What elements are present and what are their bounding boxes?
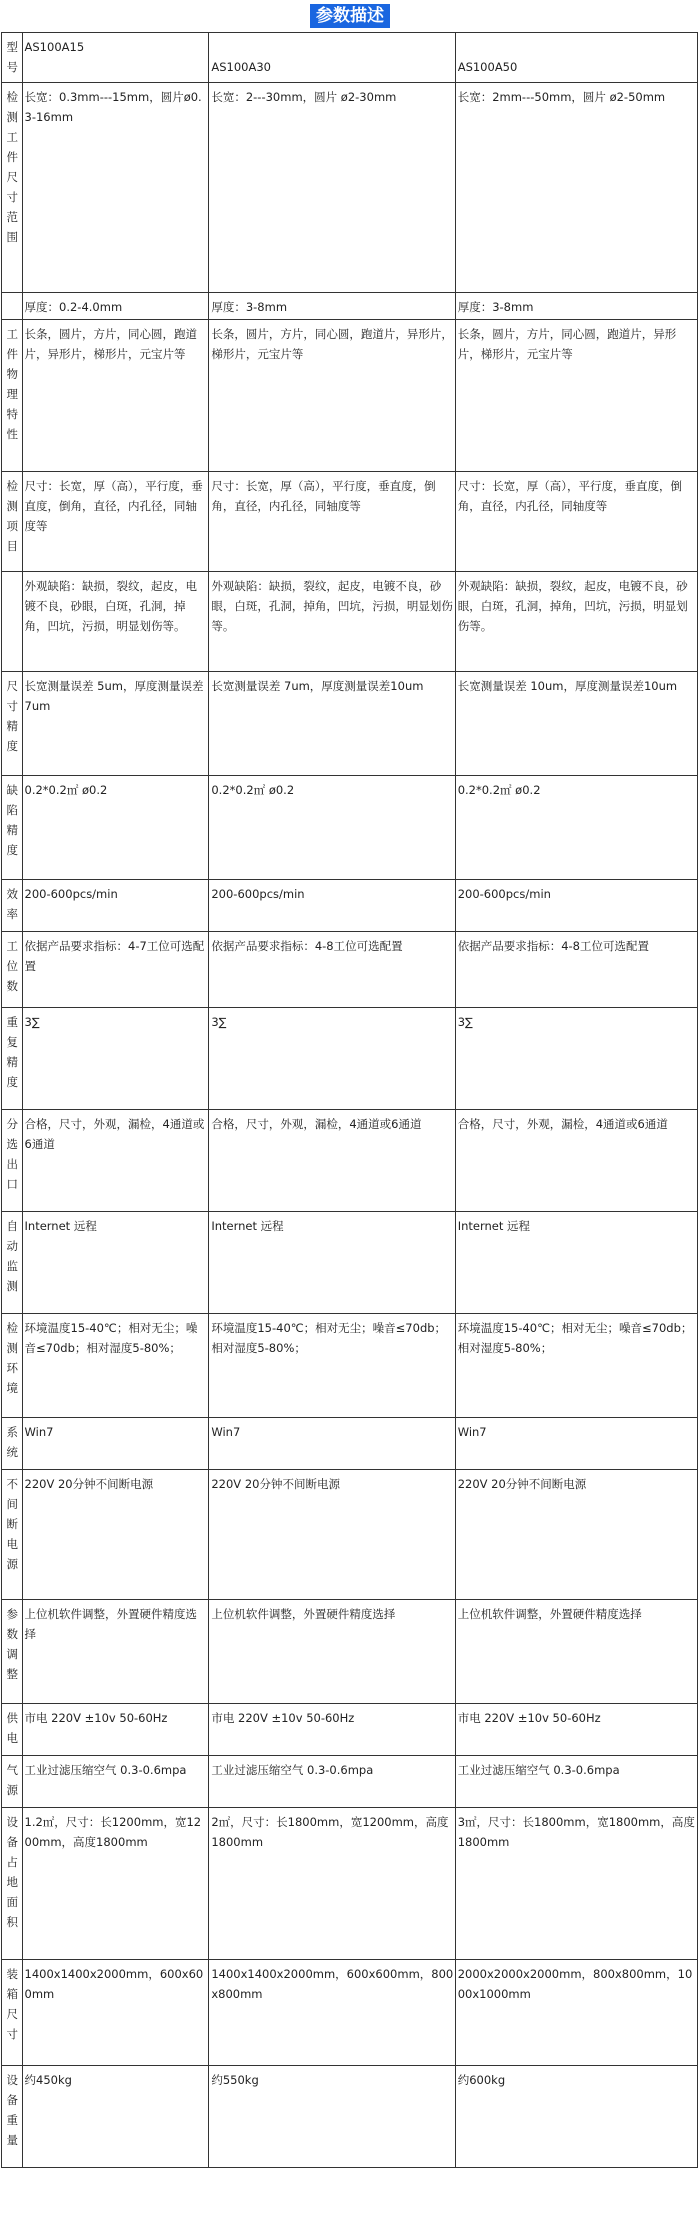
- row-label: 检测项目: [2, 472, 23, 572]
- row-label: 装箱尺寸: [2, 1960, 23, 2066]
- row-label: 检测工件尺寸范围: [2, 83, 23, 293]
- cell-as100a15: 外观缺陷：缺损，裂纹，起皮，电镀不良，砂眼，白斑，孔洞，掉角，凹坑，污损，明显划伤等。: [22, 572, 209, 672]
- cell-as100a50: 长条，圆片，方片，同心圆，跑道片，异形片，梯形片，元宝片等: [455, 320, 697, 472]
- cell-as100a50: 上位机软件调整，外置硬件精度选择: [455, 1600, 697, 1704]
- table-row: [2, 572, 698, 672]
- row-label: 尺寸精度: [2, 672, 23, 776]
- table-row: [2, 320, 698, 472]
- cell-as100a50: 约600kg: [455, 2066, 697, 2168]
- row-label: 参数调整: [2, 1600, 23, 1704]
- page-title: 参数描述: [310, 4, 390, 28]
- row-label: 设备重量: [2, 2066, 23, 2168]
- table-row: [2, 1110, 698, 1212]
- row-label: 工件物理特性: [2, 320, 23, 472]
- cell-as100a50: 厚度：3-8mm: [455, 293, 697, 320]
- cell-as100a50: 依据产品要求指标：4-8工位可选配置: [455, 932, 697, 1008]
- cell-as100a15: Internet 远程: [22, 1212, 209, 1314]
- cell-as100a50: 工业过滤压缩空气 0.3-0.6mpa: [455, 1756, 697, 1808]
- cell-as100a15: 环境温度15-40℃；相对无尘；噪音≤70db；相对湿度5-80%；: [22, 1314, 209, 1418]
- cell-as100a50: 3㎡，尺寸：长1800mm，宽1800mm，高度1800mm: [455, 1808, 697, 1960]
- cell-as100a50: 合格，尺寸，外观，漏检，4通道或6通道: [455, 1110, 697, 1212]
- cell-as100a15: Win7: [22, 1418, 209, 1470]
- cell-as100a50: 2000x2000x2000mm，800x800mm，1000x1000mm: [455, 1960, 697, 2066]
- table-row: [2, 1600, 698, 1704]
- cell-as100a50: AS100A50: [455, 33, 697, 83]
- table-row: [2, 1418, 698, 1470]
- row-label: [2, 572, 23, 672]
- cell-as100a30: Win7: [209, 1418, 455, 1470]
- cell-as100a50: 3∑: [455, 1008, 697, 1110]
- cell-as100a30: 长宽：2---30mm，圆片 ø2-30mm: [209, 83, 455, 293]
- cell-as100a15: 3∑: [22, 1008, 209, 1110]
- table-row: [2, 1212, 698, 1314]
- cell-as100a50: 长宽测量误差 10um，厚度测量误差10um: [455, 672, 697, 776]
- cell-as100a30: 3∑: [209, 1008, 455, 1110]
- table-row: [2, 472, 698, 572]
- cell-as100a15: 合格，尺寸，外观，漏检，4通道或6通道: [22, 1110, 209, 1212]
- cell-as100a15: 市电 220V ±10v 50-60Hz: [22, 1704, 209, 1756]
- cell-as100a30: 2㎡，尺寸：长1800mm，宽1200mm，高度1800mm: [209, 1808, 455, 1960]
- cell-as100a50: 尺寸：长宽，厚（高），平行度，垂直度，倒角，直径，内孔径，同轴度等: [455, 472, 697, 572]
- row-label: 重复精度: [2, 1008, 23, 1110]
- cell-as100a30: 约550kg: [209, 2066, 455, 2168]
- cell-as100a30: AS100A30: [209, 33, 455, 83]
- cell-as100a15: 220V 20分钟不间断电源: [22, 1470, 209, 1600]
- spec-table-body: [2, 33, 698, 2168]
- table-row: [2, 83, 698, 293]
- cell-as100a50: 200-600pcs/min: [455, 880, 697, 932]
- cell-as100a15: 尺寸：长宽，厚（高），平行度，垂直度，倒角，直径，内孔径，同轴度等: [22, 472, 209, 572]
- cell-as100a30: 环境温度15-40℃；相对无尘；噪音≤70db；相对湿度5-80%；: [209, 1314, 455, 1418]
- cell-as100a15: AS100A15: [22, 33, 209, 83]
- cell-as100a15: 依据产品要求指标：4-7工位可选配置: [22, 932, 209, 1008]
- table-row: [2, 1808, 698, 1960]
- cell-as100a50: 长宽：2mm---50mm，圆片 ø2-50mm: [455, 83, 697, 293]
- cell-as100a30: 工业过滤压缩空气 0.3-0.6mpa: [209, 1756, 455, 1808]
- cell-as100a15: 厚度：0.2-4.0mm: [22, 293, 209, 320]
- cell-as100a50: 市电 220V ±10v 50-60Hz: [455, 1704, 697, 1756]
- cell-as100a15: 长条，圆片，方片，同心圆，跑道片，异形片，梯形片，元宝片等: [22, 320, 209, 472]
- table-row: [2, 293, 698, 320]
- cell-as100a30: Internet 远程: [209, 1212, 455, 1314]
- cell-as100a15: 0.2*0.2㎡ ø0.2: [22, 776, 209, 880]
- row-label: 缺陷精度: [2, 776, 23, 880]
- table-row: [2, 1470, 698, 1600]
- cell-as100a30: 外观缺陷：缺损，裂纹，起皮，电镀不良，砂眼，白斑，孔洞，掉角，凹坑，污损，明显划伤等。: [209, 572, 455, 672]
- cell-as100a30: 依据产品要求指标：4-8工位可选配置: [209, 932, 455, 1008]
- row-label: 工位数: [2, 932, 23, 1008]
- cell-as100a30: 220V 20分钟不间断电源: [209, 1470, 455, 1600]
- cell-as100a50: Win7: [455, 1418, 697, 1470]
- cell-as100a15: 工业过滤压缩空气 0.3-0.6mpa: [22, 1756, 209, 1808]
- cell-as100a50: 220V 20分钟不间断电源: [455, 1470, 697, 1600]
- cell-as100a50: 外观缺陷：缺损，裂纹，起皮，电镀不良，砂眼，白斑，孔洞，掉角，凹坑，污损，明显划伤等。: [455, 572, 697, 672]
- cell-as100a30: 0.2*0.2㎡ ø0.2: [209, 776, 455, 880]
- cell-as100a30: 200-600pcs/min: [209, 880, 455, 932]
- table-row: [2, 1314, 698, 1418]
- table-row: [2, 1960, 698, 2066]
- cell-as100a30: 市电 220V ±10v 50-60Hz: [209, 1704, 455, 1756]
- cell-as100a15: 长宽：0.3mm---15mm，圆片ø0.3-16mm: [22, 83, 209, 293]
- row-label: 分选出口: [2, 1110, 23, 1212]
- cell-as100a30: 尺寸：长宽，厚（高），平行度，垂直度，倒角，直径，内孔径，同轴度等: [209, 472, 455, 572]
- cell-as100a15: 长宽测量误差 5um，厚度测量误差7um: [22, 672, 209, 776]
- cell-as100a30: 长宽测量误差 7um，厚度测量误差10um: [209, 672, 455, 776]
- table-row: [2, 880, 698, 932]
- cell-as100a50: 0.2*0.2㎡ ø0.2: [455, 776, 697, 880]
- cell-as100a15: 200-600pcs/min: [22, 880, 209, 932]
- cell-as100a30: 1400x1400x2000mm，600x600mm，800x800mm: [209, 1960, 455, 2066]
- row-label: 气源: [2, 1756, 23, 1808]
- row-label: 系统: [2, 1418, 23, 1470]
- table-row: [2, 1704, 698, 1756]
- row-label: 不间断电源: [2, 1470, 23, 1600]
- cell-as100a50: 环境温度15-40℃；相对无尘；噪音≤70db；相对湿度5-80%；: [455, 1314, 697, 1418]
- cell-as100a15: 1.2㎡，尺寸：长1200mm，宽1200mm，高度1800mm: [22, 1808, 209, 1960]
- table-row: [2, 932, 698, 1008]
- cell-as100a30: 长条，圆片，方片，同心圆，跑道片，异形片，梯形片，元宝片等: [209, 320, 455, 472]
- cell-as100a30: 合格，尺寸，外观，漏检，4通道或6通道: [209, 1110, 455, 1212]
- row-label: [2, 293, 23, 320]
- table-row: [2, 776, 698, 880]
- title-bar: [0, 0, 700, 32]
- spec-table: [1, 32, 698, 2168]
- row-label: 自动监测: [2, 1212, 23, 1314]
- row-label: 供电: [2, 1704, 23, 1756]
- row-label: 检测环境: [2, 1314, 23, 1418]
- table-row: [2, 2066, 698, 2168]
- table-row: [2, 672, 698, 776]
- row-label: 型号: [2, 33, 23, 83]
- row-label: 设备占地面积: [2, 1808, 23, 1960]
- cell-as100a50: Internet 远程: [455, 1212, 697, 1314]
- cell-as100a15: 上位机软件调整，外置硬件精度选择: [22, 1600, 209, 1704]
- table-row: [2, 1008, 698, 1110]
- row-label: 效率: [2, 880, 23, 932]
- cell-as100a30: 上位机软件调整，外置硬件精度选择: [209, 1600, 455, 1704]
- cell-as100a15: 约450kg: [22, 2066, 209, 2168]
- cell-as100a15: 1400x1400x2000mm，600x600mm: [22, 1960, 209, 2066]
- table-row: [2, 33, 698, 83]
- cell-as100a30: 厚度：3-8mm: [209, 293, 455, 320]
- table-row: [2, 1756, 698, 1808]
